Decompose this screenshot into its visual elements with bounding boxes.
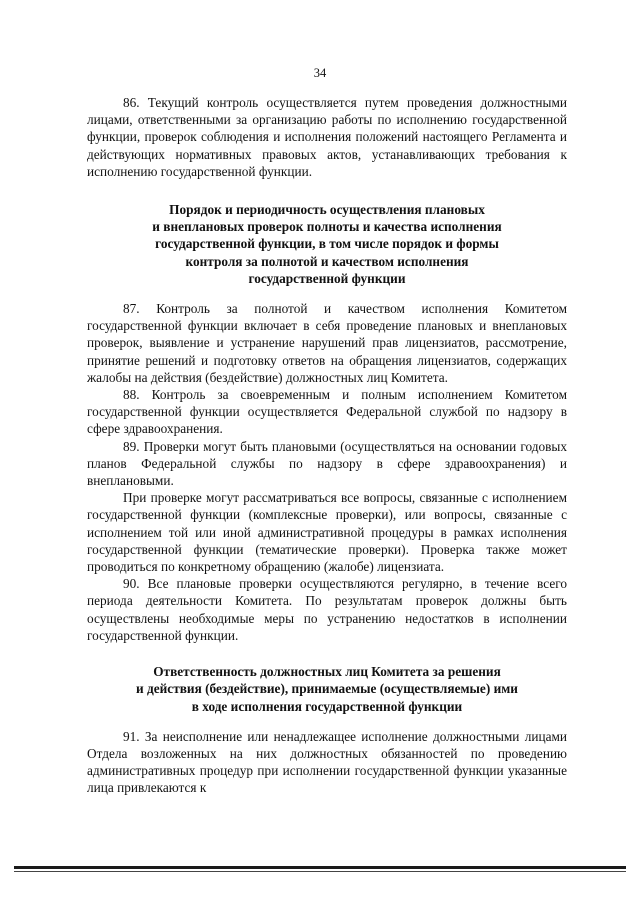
- paragraph-87: 87. Контроль за полнотой и качеством исполнения Комитетом государственной функции включает в себя проведение плановых и внеплановых проверок, выявление и устранение нарушений прав лицензиатов, рассмотрение, принятие решений и подготовку ответов на обращения лицензиатов, содержащих жалобы на действия (бездействие) должностных лиц Комитета.: [87, 301, 567, 385]
- paragraph-88: 88. Контроль за своевременным и полным исполнением Комитетом государственной функции осуществляется Федеральной службой по надзору в сфере здравоохранения.: [87, 387, 567, 437]
- document-body: [87, 94, 567, 797]
- paragraph-91: 91. За неисполнение или ненадлежащее исполнение должностными лицами Отдела возложенных на них должностных обязанностей по проведению административных процедур при исполнении государственной функции указанные лица привлекаются к: [87, 728, 567, 796]
- heading-line: Ответственность должностных лиц Комитета за решения: [153, 664, 501, 680]
- paragraph-90: 90. Все плановые проверки осуществляются регулярно, в течение всего периода деятельности Комитета. По результатам проверок должны быть осуществлены необходимые меры по устранению недостатков в исполнении государственной функции.: [87, 576, 567, 643]
- heading-line: и действия (бездействие), принимаемые (осуществляемые) ими: [136, 681, 518, 697]
- section-heading-inspections: [87, 201, 567, 287]
- section-heading-responsibility: [87, 663, 567, 715]
- paragraph-89: 89. Проверки могут быть плановыми (осуществляться на основании годовых планов Федеральной службы по надзору в сфере здравоохранения) и внеплановыми.: [87, 438, 567, 489]
- footer-rule: [14, 866, 626, 869]
- paragraph-89-continued: При проверке могут рассматриваться все вопросы, связанные с исполнением государственной функции (комплексные проверки), или вопросы, связанные с исполнением той или иной административной процедуры в рамках исполнения государственной функции (тематические проверки). Проверка также может проводиться по конкретному обращению (жалобе) лицензиата.: [87, 490, 567, 575]
- page-number: 34: [313, 66, 327, 80]
- footer-rule-thin: [14, 871, 626, 872]
- heading-line: и внеплановых проверок полноты и качества исполнения: [152, 219, 502, 235]
- heading-line: государственной функции, в том числе порядок и формы: [155, 236, 499, 252]
- heading-line: контроля за полнотой и качеством исполнения: [185, 253, 469, 269]
- heading-line: в ходе исполнения государственной функции: [191, 698, 463, 714]
- heading-line: Порядок и периодичность осуществления плановых: [169, 202, 485, 218]
- heading-line: государственной функции: [248, 270, 406, 286]
- paragraph-86: 86. Текущий контроль осуществляется путем проведения должностными лицами, ответственными за организацию работы по исполнению государственной функции, проверок соблюдения и исполнения положений настоящего Регламента и действующих нормативных правовых актов, устанавливающих требования к исполнению государственной функции.: [87, 95, 567, 179]
